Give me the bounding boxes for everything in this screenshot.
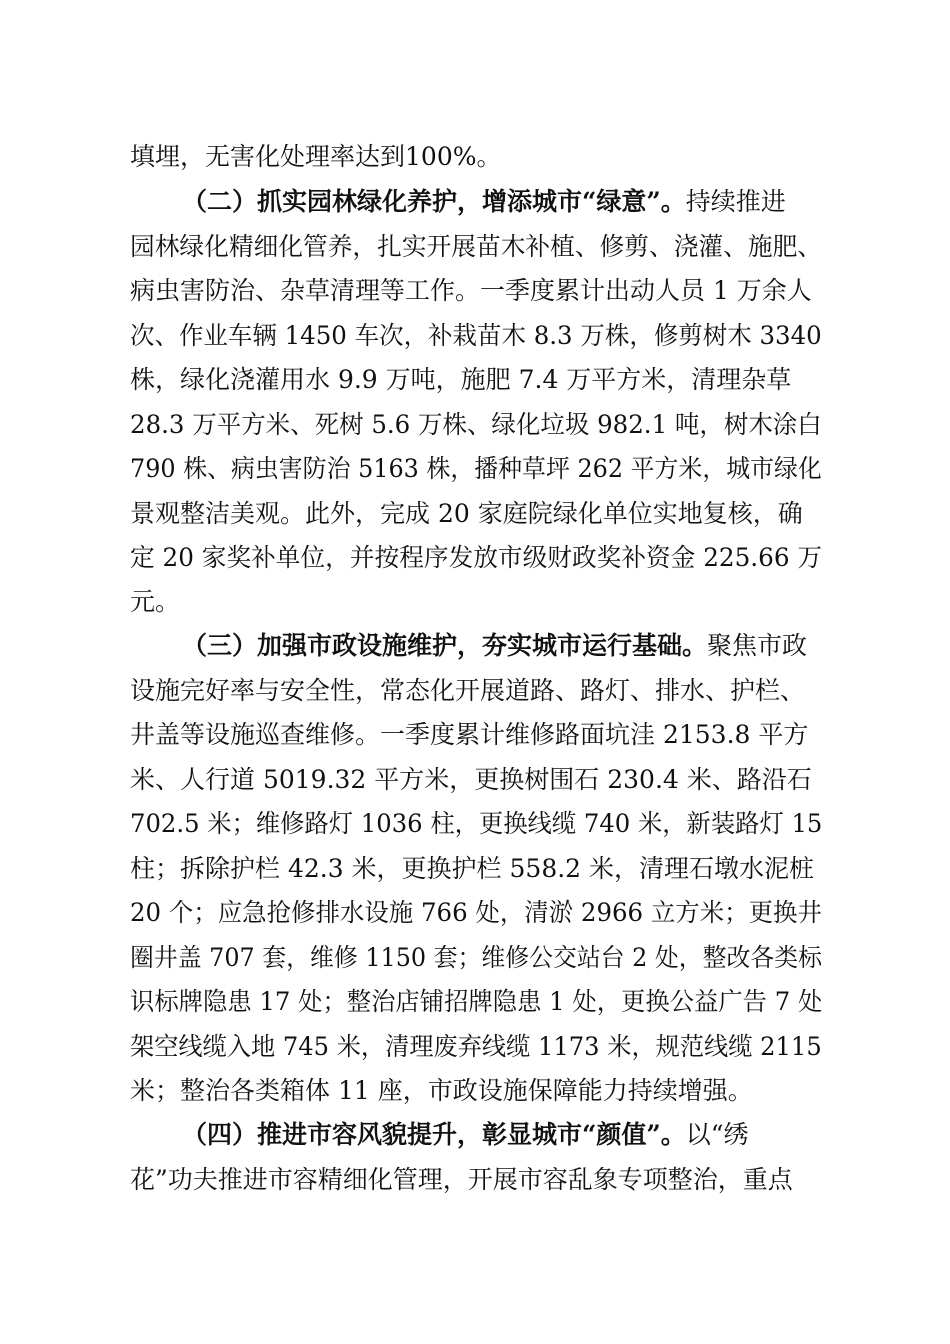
section-heading-2 [0, 182, 950, 222]
line-text: 花”功夫推进市容精细化管理，开展市容乱象专项整治，重点 [130, 1165, 793, 1194]
line-text: 井盖等设施巡查维修。一季度累计维修路面坑洼 2153.8 平方 [130, 720, 809, 749]
line-text: 米、人行道 5019.32 平方米，更换树围石 230.4 米、路沿石 [130, 765, 812, 794]
heading-rest: 聚焦市政 [707, 631, 808, 660]
line-text: 20 个；应急抢修排水设施 766 处，清淤 2966 立方米；更换井 [130, 898, 822, 927]
section-heading-4 [0, 1115, 950, 1155]
line-text: 定 20 家奖补单位，并按程序发放市级财政奖补资金 225.66 万 [130, 543, 823, 572]
text-line [0, 671, 950, 711]
line-text: 设施完好率与安全性，常态化开展道路、路灯、排水、护栏、 [130, 676, 806, 705]
text-line [0, 271, 950, 311]
heading-rest: 持续推进 [685, 187, 786, 216]
heading-rest: 以“绣 [685, 1120, 749, 1149]
line-text: 填埋，无害化处理率达到100%。 [130, 142, 502, 171]
text-line [0, 893, 950, 933]
line-text: 识标牌隐患 17 处；整治店铺招牌隐患 1 处，更换公益广告 7 处 [130, 987, 823, 1016]
line-text: 园林绿化精细化管养，扎实开展苗木补植、修剪、浇灌、施肥、 [130, 232, 823, 261]
text-line [0, 1160, 950, 1200]
section-heading-3 [0, 626, 950, 666]
line-text: 株，绿化浇灌用水 9.9 万吨，施肥 7.4 万平方米，清理杂草 [130, 365, 792, 394]
line-text: 架空线缆入地 745 米，清理废弃线缆 1173 米，规范线缆 2115 [130, 1032, 822, 1061]
text-line [0, 538, 950, 578]
text-line [0, 449, 950, 489]
text-line [0, 715, 950, 755]
line-text: 米；整治各类箱体 11 座，市政设施保障能力持续增强。 [130, 1076, 753, 1105]
line-text: 702.5 米；维修路灯 1036 柱，更换线缆 740 米，新装路灯 15 [130, 809, 823, 838]
line-text: 柱；拆除护栏 42.3 米，更换护栏 558.2 米，清理石墩水泥桩 [130, 854, 815, 883]
heading-bold: （三）加强市政设施维护，夯实城市运行基础。 [182, 631, 708, 660]
text-line [0, 582, 950, 622]
text-line [0, 405, 950, 445]
line-text: 元。 [130, 587, 181, 616]
text-line [0, 360, 950, 400]
heading-bold: （四）推进市容风貌提升，彰显城市“颜值”。 [182, 1120, 686, 1149]
line-text: 景观整洁美观。此外，完成 20 家庭院绿化单位实地复核，确 [130, 499, 803, 528]
heading-bold: （二）抓实园林绿化养护，增添城市“绿意”。 [182, 187, 686, 216]
text-line [0, 316, 950, 356]
heading-text [182, 182, 786, 222]
text-line [0, 1071, 950, 1111]
text-line [0, 982, 950, 1022]
text-line [0, 137, 950, 177]
heading-text [182, 1115, 749, 1155]
line-text: 28.3 万平方米、死树 5.6 万株、绿化垃圾 982.1 吨，树木涂白 [130, 410, 822, 439]
text-line [0, 1027, 950, 1067]
line-text: 圈井盖 707 套，维修 1150 套；维修公交站台 2 处，整改各类标 [130, 943, 822, 972]
text-line [0, 804, 950, 844]
line-text: 790 株、病虫害防治 5163 株，播种草坪 262 平方米，城市绿化 [130, 454, 822, 483]
line-text: 次、作业车辆 1450 车次，补栽苗木 8.3 万株，修剪树木 3340 [130, 321, 822, 350]
heading-text [182, 626, 807, 666]
text-line [0, 494, 950, 534]
line-text: 病虫害防治、杂草清理等工作。一季度累计出动人员 1 万余人 [130, 276, 812, 305]
text-line [0, 760, 950, 800]
text-line [0, 938, 950, 978]
text-line [0, 227, 950, 267]
text-line [0, 849, 950, 889]
